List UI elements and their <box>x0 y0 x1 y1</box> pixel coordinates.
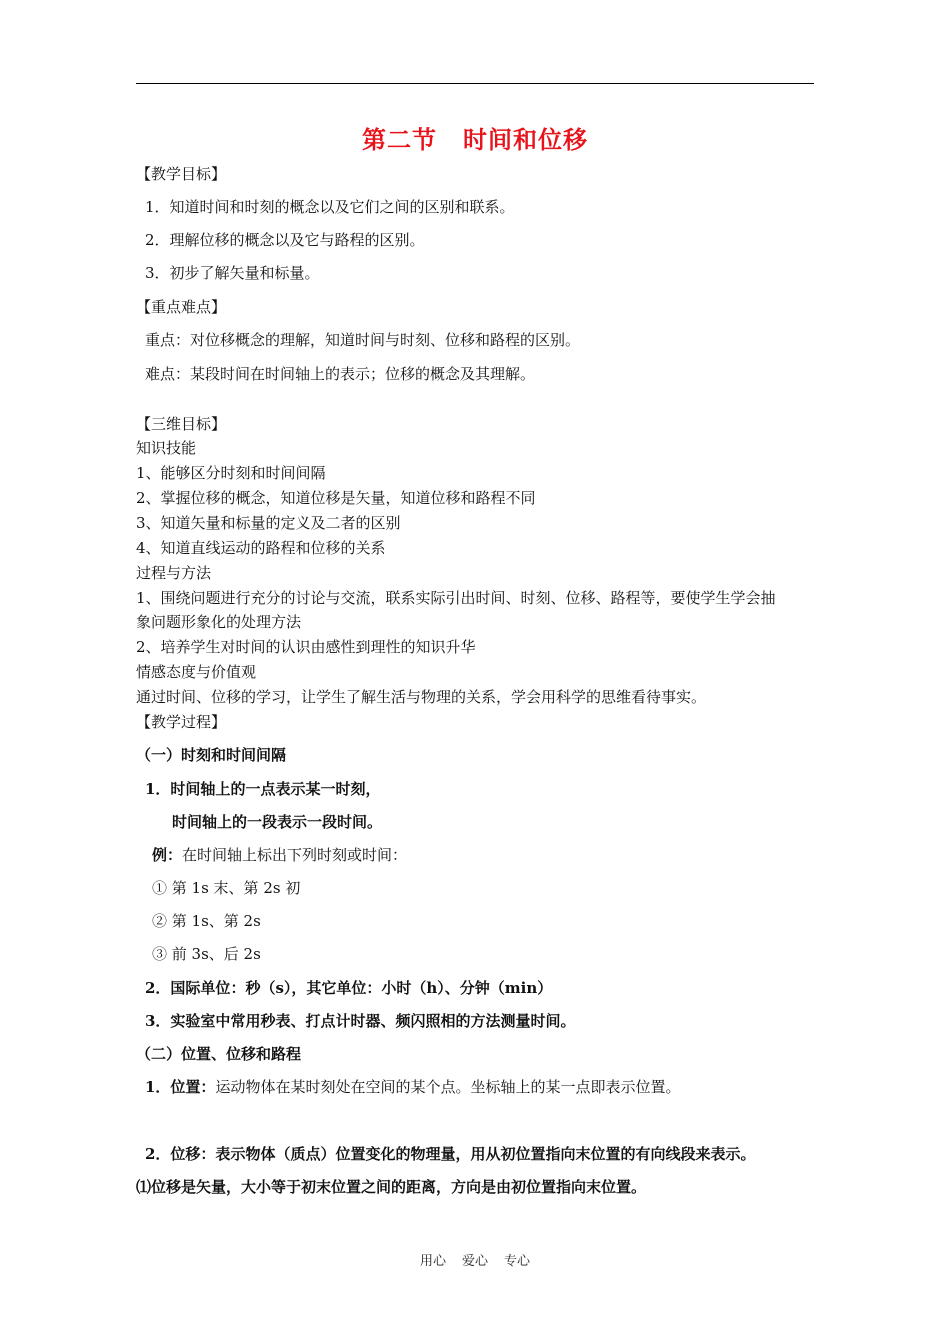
goal-item: 2．理解位移的概念以及它与路程的区别。 <box>145 231 425 249</box>
section-1-heading: （一）时刻和时间间隔 <box>136 746 287 764</box>
knowledge-label: 知识技能 <box>136 439 197 457</box>
goals-heading: 【教学目标】 <box>136 165 227 183</box>
page-footer <box>0 1250 950 1269</box>
goal-item: 3．初步了解矢量和标量。 <box>145 264 320 282</box>
footer-text: 爱心 <box>461 1254 488 1269</box>
example-item: ① 第 1s 末、第 2s 初 <box>152 879 301 897</box>
point-1b: 时间轴上的一段表示一段时间。 <box>172 813 383 831</box>
example-text: 在时间轴上标出下列时刻或时间： <box>182 846 408 864</box>
key-point: 重点：对位移概念的理解，知道时间与时刻、位移和路程的区别。 <box>145 331 581 349</box>
example-item: ② 第 1s、第 2s <box>152 912 261 930</box>
keypoints-heading: 【重点难点】 <box>136 298 227 316</box>
knowledge-item: 1、能够区分时刻和时间间隔 <box>136 464 326 482</box>
example-label: 例： <box>152 846 183 864</box>
displacement-note: ⑴位移是矢量，大小等于初末位置之间的距离，方向是由初位置指向末位置。 <box>136 1178 647 1196</box>
process-item: 1、围绕问题进行充分的讨论与交流，联系实际引出时间、时刻、位移、路程等，要使学生学会抽 <box>136 589 776 607</box>
position-text: 运动物体在某时刻处在空间的某个点。坐标轴上的某一点即表示位置。 <box>215 1078 681 1096</box>
position-line <box>145 1077 680 1097</box>
section-2-heading: （二）位置、位移和路程 <box>136 1045 302 1063</box>
footer-text: 专心 <box>504 1254 531 1269</box>
emotion-label: 情感态度与价值观 <box>136 663 257 681</box>
process-heading: 【教学过程】 <box>136 713 227 731</box>
point-1a: 1．时间轴上的一点表示某一时刻， <box>145 780 381 798</box>
footer-text: 用心 <box>419 1254 446 1269</box>
position-label: 1．位置： <box>145 1078 216 1096</box>
knowledge-item: 4、知道直线运动的路程和位移的关系 <box>136 539 386 557</box>
displacement-def: 2．位移：表示物体（质点）位置变化的物理量，用从初位置指向末位置的有向线段来表示。 <box>145 1145 756 1163</box>
knowledge-item: 2、掌握位移的概念，知道位移是矢量，知道位移和路程不同 <box>136 489 536 507</box>
title-topic: 时间和位移 <box>463 125 588 154</box>
process-item: 2、培养学生对时间的认识由感性到理性的知识升华 <box>136 638 476 656</box>
emotion-text: 通过时间、位移的学习，让学生了解生活与物理的关系，学会用科学的思维看待事实。 <box>136 688 707 706</box>
knowledge-item: 3、知道矢量和标量的定义及二者的区别 <box>136 514 401 532</box>
point-2: 2．国际单位：秒（s），其它单位：小时（h）、分钟（min） <box>145 979 553 997</box>
process-label: 过程与方法 <box>136 564 212 582</box>
point-3: 3．实验室中常用秒表、打点计时器、频闪照相的方法测量时间。 <box>145 1012 576 1030</box>
goal-item: 1．知道时间和时刻的概念以及它们之间的区别和联系。 <box>145 198 515 216</box>
example-line <box>152 845 407 865</box>
example-item: ③ 前 3s、后 2s <box>152 945 261 963</box>
header-rule <box>136 83 814 84</box>
difficult-point: 难点：某段时间在时间轴上的表示；位移的概念及其理解。 <box>145 365 536 383</box>
process-item: 象问题形象化的处理方法 <box>136 613 302 631</box>
page-title <box>0 120 950 155</box>
three-dim-heading: 【三维目标】 <box>136 415 227 433</box>
title-section: 第二节 <box>362 125 437 154</box>
